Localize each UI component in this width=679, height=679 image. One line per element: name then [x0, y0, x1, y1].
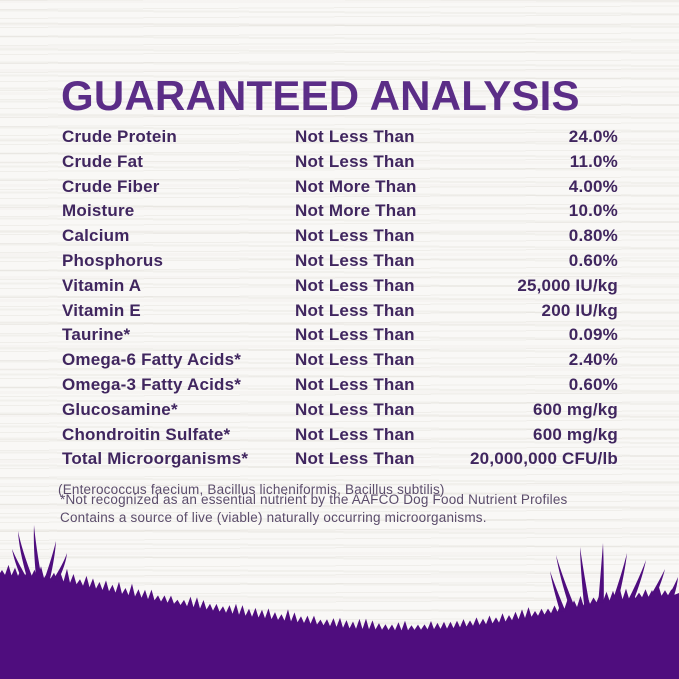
- value-text: 0.80%: [568, 226, 618, 246]
- table-row: [62, 224, 618, 249]
- condition-text: Not Less Than: [295, 226, 415, 246]
- value-text: 600 mg/kg: [533, 424, 618, 444]
- grass-silhouette: [0, 519, 679, 679]
- table-row: [62, 274, 618, 299]
- condition-text: Not Less Than: [295, 275, 415, 295]
- table-row: [62, 447, 618, 472]
- value-text: 4.00%: [568, 176, 618, 196]
- nutrient-name: Vitamin E: [62, 300, 141, 320]
- nutrient-name: Taurine*: [62, 325, 131, 345]
- condition-text: Not Less Than: [295, 350, 415, 370]
- condition-text: Not More Than: [295, 176, 417, 196]
- value-text: 0.60%: [568, 374, 618, 394]
- nutrient-name: Crude Fiber: [62, 176, 160, 196]
- value-text: 2.40%: [568, 350, 618, 370]
- value-text: 10.0%: [568, 201, 618, 221]
- footnote-line-1: *Not recognized as an essential nutrient by the AAFCO Dog Food Nutrient Profiles: [60, 492, 568, 507]
- condition-text: Not Less Than: [295, 325, 415, 345]
- nutrient-name: Crude Fat: [62, 151, 144, 171]
- table-row: [62, 125, 618, 150]
- condition-text: Not Less Than: [295, 399, 415, 419]
- table-row: [62, 175, 618, 200]
- table-row: [62, 348, 618, 373]
- condition-text: Not Less Than: [295, 300, 415, 320]
- nutrient-name: Chondroitin Sulfate*: [62, 424, 231, 444]
- value-text: 0.09%: [568, 325, 618, 345]
- value-text: 200 IU/kg: [541, 300, 618, 320]
- condition-text: Not Less Than: [295, 424, 415, 444]
- value-text: 11.0%: [569, 151, 618, 171]
- nutrient-name: Crude Protein: [62, 127, 178, 146]
- table-row: [62, 150, 618, 175]
- nutrient-name: Moisture: [62, 201, 135, 221]
- nutrient-name: Glucosamine*: [62, 399, 178, 419]
- table-row: [62, 373, 618, 398]
- table-row: [62, 199, 618, 224]
- value-text: 24.0%: [568, 127, 618, 146]
- table-row: [62, 423, 618, 448]
- nutrient-name: Calcium: [62, 226, 130, 246]
- analysis-table: [62, 125, 618, 472]
- nutrient-name: Vitamin A: [62, 275, 142, 295]
- condition-text: Not Less Than: [295, 127, 415, 146]
- table-row: [62, 249, 618, 274]
- nutrient-name: Total Microorganisms*: [62, 449, 249, 469]
- value-text: 0.60%: [568, 250, 618, 270]
- table-row: [62, 398, 618, 423]
- value-text: 25,000 IU/kg: [517, 275, 618, 295]
- nutrient-name: Omega-3 Fatty Acids*: [62, 374, 242, 394]
- condition-text: Not Less Than: [295, 151, 415, 171]
- condition-text: Not Less Than: [295, 449, 415, 469]
- table-row: [62, 299, 618, 324]
- condition-text: Not Less Than: [295, 374, 415, 394]
- value-text: 600 mg/kg: [533, 399, 618, 419]
- microorganisms-note: (Enterococcus faecium, Bacillus licheniformis, Bacillus subtilis): [58, 481, 445, 497]
- nutrient-name: Phosphorus: [62, 250, 164, 270]
- table-row: [62, 323, 618, 348]
- condition-text: Not More Than: [295, 201, 417, 221]
- page-title: GUARANTEED ANALYSIS: [61, 72, 580, 120]
- condition-text: Not Less Than: [295, 250, 415, 270]
- value-text: 20,000,000 CFU/lb: [470, 449, 618, 469]
- footnote-line-2: Contains a source of live (viable) naturally occurring microorganisms.: [60, 509, 487, 525]
- nutrient-name: Omega-6 Fatty Acids*: [62, 350, 242, 370]
